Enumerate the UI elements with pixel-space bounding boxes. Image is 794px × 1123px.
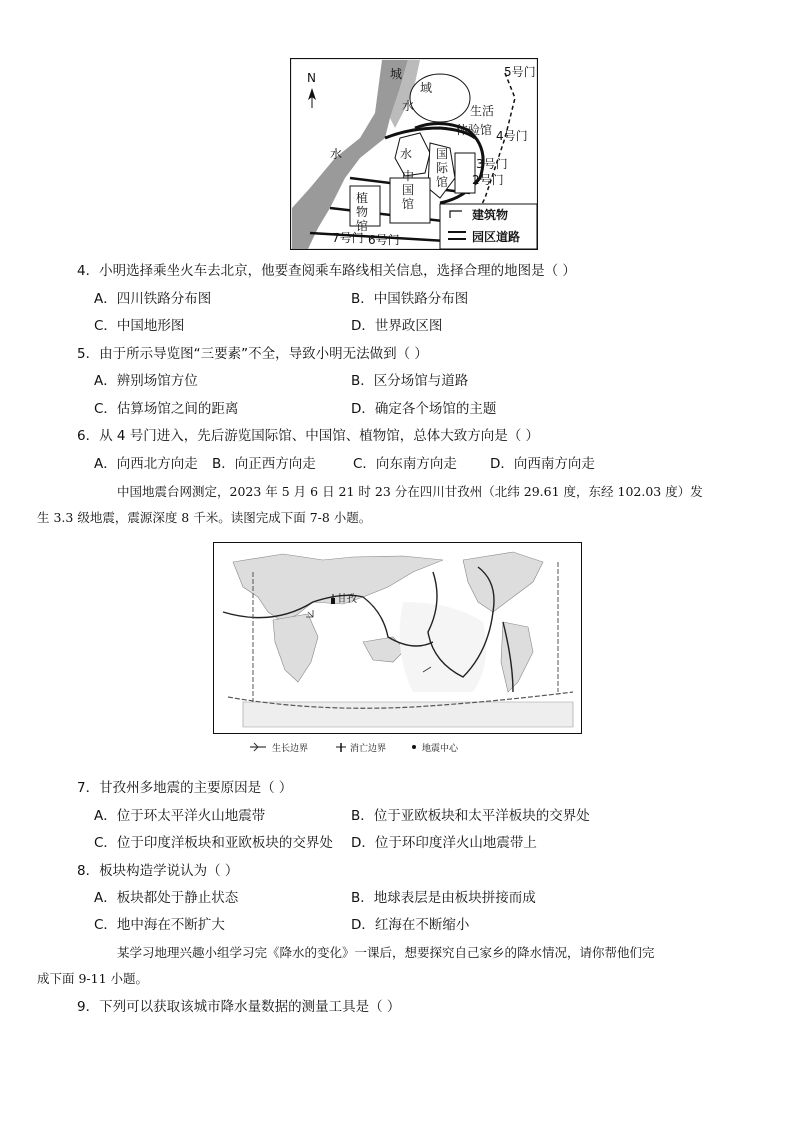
label-intl-1: 国 bbox=[436, 147, 449, 161]
q5-option-c[interactable]: C．估算场馆之间的距离 bbox=[94, 401, 239, 417]
plate-legend-svg bbox=[246, 739, 506, 755]
label-water-top: 水 bbox=[402, 99, 415, 113]
label-lake: 域 bbox=[420, 81, 433, 95]
plate-legend bbox=[246, 739, 506, 755]
question-8: 8．板块构造学说认为（ ） bbox=[77, 863, 239, 879]
intro-7-8-line1: 中国地震台网测定，2023 年 5 月 6 日 21 时 23 分在四川甘孜州（北纬 29.61 度，东经 102.03 度）发 bbox=[117, 484, 703, 499]
intro-9-11-line2: 成下面 9-11 小题。 bbox=[37, 971, 149, 986]
label-gate7: 7号门 bbox=[332, 231, 364, 245]
label-experience: 体验馆 bbox=[456, 123, 493, 137]
question-6: 6．从 4 号门进入，先后游览国际馆、中国馆、植物馆，总体大致方向是（ ） bbox=[77, 428, 540, 444]
q7-option-d[interactable]: D．位于环印度洋火山地震带上 bbox=[351, 835, 537, 851]
label-city: 城 bbox=[390, 67, 403, 81]
label-water-inner: 水 bbox=[400, 147, 413, 161]
q4-option-d[interactable]: D．世界政区图 bbox=[351, 318, 443, 334]
q5-option-d[interactable]: D．确定各个场馆的主题 bbox=[351, 401, 497, 417]
question-9: 9．下列可以获取该城市降水量数据的测量工具是（ ） bbox=[77, 999, 401, 1015]
q7-option-b[interactable]: B．位于亚欧板块和太平洋板块的交界处 bbox=[351, 808, 590, 824]
intro-9-11-line1: 某学习地理兴趣小组学习完《降水的变化》一课后，想要探究自己家乡的降水情况，请你帮他们完 bbox=[117, 945, 655, 960]
q8-option-c[interactable]: C．地中海在不断扩大 bbox=[94, 917, 225, 933]
label-plant-2: 物 bbox=[356, 205, 369, 219]
legend-building: 建筑物 bbox=[472, 208, 509, 222]
plate-map-svg bbox=[213, 542, 582, 734]
label-intl-3: 馆 bbox=[436, 175, 449, 189]
label-china-3: 馆 bbox=[402, 197, 415, 211]
park-guide-map bbox=[290, 58, 538, 250]
q7-option-c[interactable]: C．位于印度洋板块和亚欧板块的交界处 bbox=[94, 835, 333, 851]
label-life-hall: 生活 bbox=[470, 104, 495, 118]
q6-option-b[interactable]: B．向正西方向走 bbox=[212, 456, 316, 472]
q6-option-a[interactable]: A．向西北方向走 bbox=[94, 456, 198, 472]
question-7: 7．甘孜州多地震的主要原因是（ ） bbox=[77, 780, 293, 796]
q7-option-a[interactable]: A．位于环太平洋火山地震带 bbox=[94, 808, 266, 824]
q4-option-c[interactable]: C．中国地形图 bbox=[94, 318, 185, 334]
epicenter-label: 甘孜 bbox=[337, 594, 357, 605]
label-water-left: 水 bbox=[330, 147, 343, 161]
q8-option-a[interactable]: A．板块都处于静止状态 bbox=[94, 890, 239, 906]
label-china-2: 国 bbox=[402, 183, 415, 197]
label-china-1: 中 bbox=[402, 169, 415, 183]
question-5: 5．由于所示导览图“三要素”不全，导致小明无法做到（ ） bbox=[77, 346, 428, 362]
legend-growth: 生长边界 bbox=[272, 744, 309, 754]
label-gate2: 2号门 bbox=[472, 173, 504, 187]
q6-option-d[interactable]: D．向西南方向走 bbox=[490, 456, 595, 472]
label-gate3: 3号门 bbox=[476, 157, 508, 171]
q8-option-d[interactable]: D．红海在不断缩小 bbox=[351, 917, 470, 933]
label-gate4: 4号门 bbox=[496, 129, 528, 143]
park-map-svg bbox=[290, 58, 538, 250]
q6-option-c[interactable]: C．向东南方向走 bbox=[353, 456, 457, 472]
label-gate5: 5号门 bbox=[504, 65, 536, 79]
label-intl-2: 际 bbox=[436, 161, 449, 175]
legend-road: 园区道路 bbox=[472, 230, 521, 244]
label-plant-3: 馆 bbox=[356, 219, 369, 233]
label-plant-1: 植 bbox=[356, 191, 369, 205]
q4-option-a[interactable]: A．四川铁路分布图 bbox=[94, 291, 212, 307]
intro-7-8-line2: 生 3.3 级地震，震源深度 8 千米。读图完成下面 7-8 小题。 bbox=[37, 510, 372, 525]
plate-boundary-map bbox=[213, 542, 582, 734]
label-gate6: 6号门 bbox=[368, 233, 400, 247]
q5-option-a[interactable]: A．辨别场馆方位 bbox=[94, 373, 198, 389]
legend-quake: 地震中心 bbox=[422, 744, 459, 754]
intro-7-8 bbox=[37, 479, 717, 531]
north-label: N bbox=[307, 71, 316, 85]
q8-option-b[interactable]: B．地球表层是由板块拼接而成 bbox=[351, 890, 536, 906]
q4-option-b[interactable]: B．中国铁路分布图 bbox=[351, 291, 469, 307]
intro-9-11 bbox=[37, 940, 717, 992]
legend-subduction: 消亡边界 bbox=[350, 744, 387, 754]
question-4: 4．小明选择乘坐火车去北京，他要查阅乘车路线相关信息，选择合理的地图是（ ） bbox=[77, 263, 576, 279]
q5-option-b[interactable]: B．区分场馆与道路 bbox=[351, 373, 469, 389]
